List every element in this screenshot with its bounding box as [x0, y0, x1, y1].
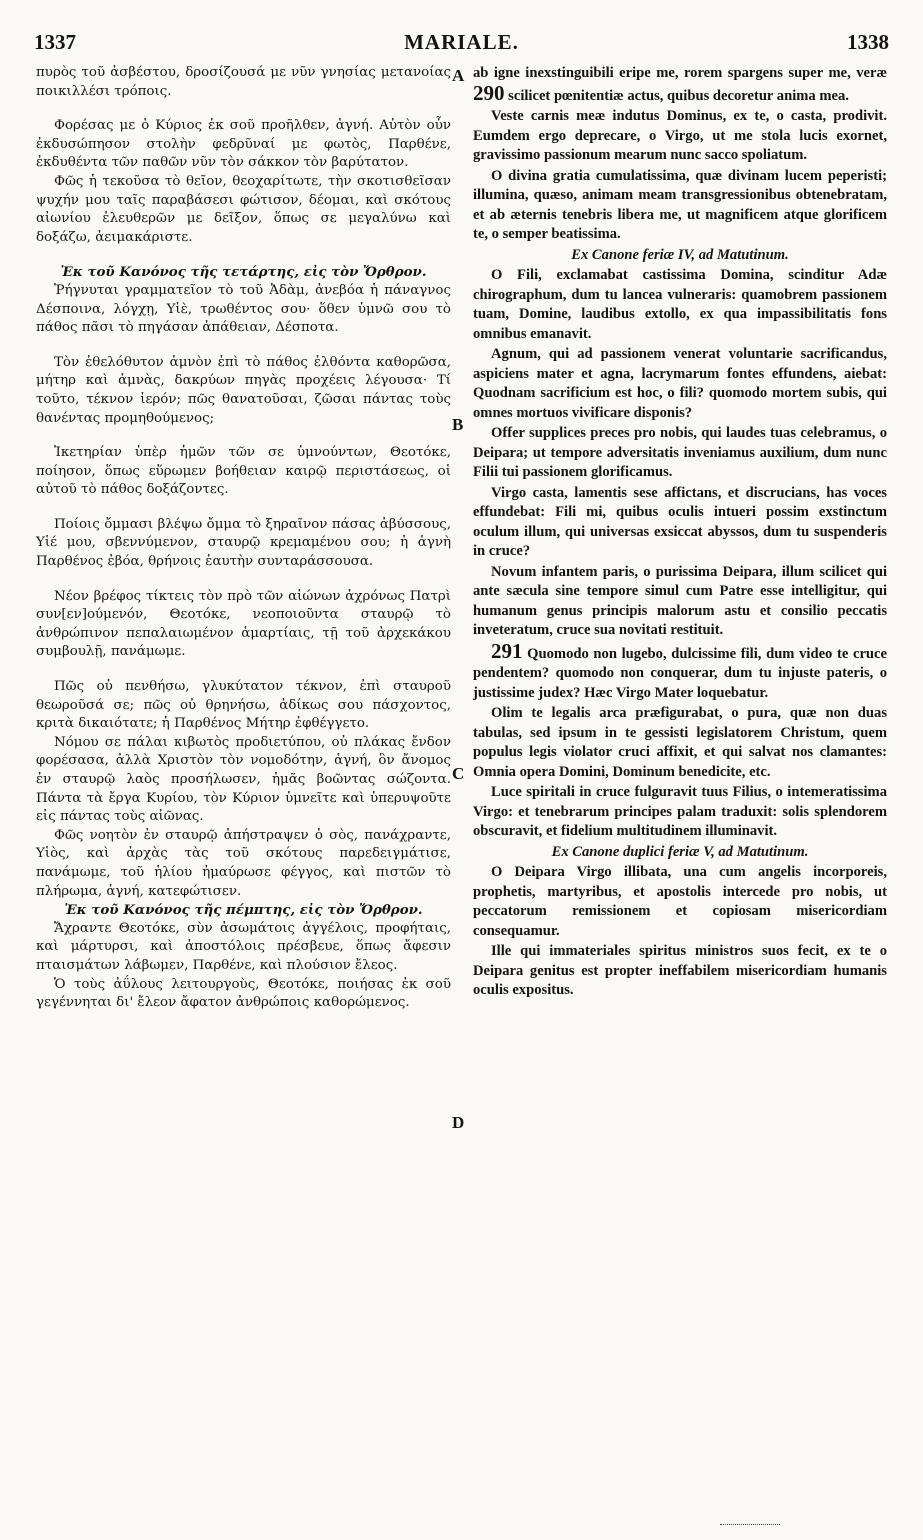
- greek-column: [36, 64, 451, 1013]
- greek-paragraph: πυρὸς τοῦ ἀσβέστου, δροσίζουσά με νῦν γνησίας μετανοίας ποικιλλέσι τρόποις.: [36, 65, 451, 99]
- latin-paragraph: Luce spiritali in cruce fulguravit tuus Filius, o intemeratissima Virgo: et tenebrarum principes palam traduxit: solis splendorem obscuravit, et fidelium multitudinem illuminavit.: [473, 784, 887, 839]
- latin-paragraph: Virgo casta, lamentis sese affictans, et discrucians, has voces effundebat: Fili mi, quibus oculis intueri possim exstinctum oculum illum, qui universas exsiccat abyssos, dum tu suspenderis in cruce?: [473, 484, 887, 559]
- latin-column: [473, 64, 887, 1002]
- latin-paragraph: O Fili, exclamabat castissima Domina, scinditur Adæ chirographum, dum tu lancea vulneraris: quamobrem passionem tuam, Domine, laudibus extollo, ex qua impassibilitatis fons omnibus emanavit.: [473, 267, 887, 342]
- latin-paragraph: Agnum, qui ad passionem venerat voluntarie sacrificandus, aspiciens mater et agna, lacrymarum fontes effundens, aiebat: Quodnam sacrificium est hoc, o fili? quomodo mortem subis, qui omnes mortuos vivificare disponis?: [473, 346, 887, 421]
- latin-paragraph: [473, 638, 888, 704]
- greek-paragraph: Νέον βρέφος τίκτεις τὸν πρὸ τῶν αἰώνων ἀχρόνως Πατρὶ συν[εν]ούμενόν, Θεοτόκε, νεοποιοῦντα σταυρῷ τὸ ἀνθρώπινον πεπαλαιωμένον ἁμαρτίαις, τῇ τοῦ ἀρχεκάκου συμβουλῇ, πανάμωμε.: [36, 588, 451, 660]
- greek-paragraph: Τὸν ἐθελόθυτον ἀμνὸν ἐπὶ τὸ πάθος ἐλθόντα καθορῶσα, μήτηρ καὶ ἀμνὰς, δακρύων πηγὰς προχέεις λέγουσα· Τί τοῦτο, τέκνον ἱερόν; πῶς θανατοῦσαι, ζῶσαι πάντας τοὺς θανέντας προμηθούμενος;: [36, 354, 451, 426]
- latin-text: Quomodo non lugebo, dulcissime fili, dum video te cruce pendentem? quomodo non conquerar, dum tu injuste pateris, o justissime judex? Hæc Virgo Mater loquebatur.: [473, 645, 888, 701]
- page-header: [34, 30, 889, 60]
- greek-paragraph: Ἱκετηρίαν ὑπὲρ ἡμῶν τῶν σε ὑμνούντων, Θεοτόκε, ποίησον, ὅπως εὕρωμεν βοήθειαν καιρῷ περιστάσεως, οἱ αὐτοῦ τὸ πάθος δοξάζοντες.: [36, 445, 451, 498]
- margin-letter-c: C: [452, 764, 465, 783]
- latin-paragraph: Veste carnis meæ indutus Dominus, ex te, o casta, prodivit. Eumdem ergo deprecare, o Virgo, ut me stola lucis exornet, gravissimo passionum mearum nunc sacco spoliatum.: [473, 108, 887, 163]
- margin-letter-b: B: [452, 415, 464, 434]
- greek-paragraph: Ῥήγνυται γραμματεῖον τὸ τοῦ Ἀδὰμ, ἀνεβόα ἡ πάναγνος Δέσποινα, λόγχῃ, Υἱὲ, τρωθέντος σου· ὅθεν ὑμνῶ σου τὸ πάθος πᾶσι τὸ πηγάσαν ἀπάθειαν, Δέσποτα.: [36, 282, 451, 336]
- section-number-290: 290: [473, 80, 505, 105]
- running-title: MARIALE.: [404, 30, 519, 54]
- greek-paragraph: Νόμου σε πάλαι κιβωτὸς προδιετύπου, οὐ πλάκας ἔνδον φορέσασα, ἀλλὰ Χριστὸν τὸν νομοδότην, ἁγνή, ὃν ἄνομος ἐν σταυρῷ λαὸς προσήλωσεν, ἡμᾶς βοῶντας σώζοντα. Πάντα τὰ ἔργα Κυρίου, τὸν Κύριον ὑμνεῖτε καὶ ὑπερυψοῦτε εἰς πάντας τοὺς αἰῶνας.: [36, 734, 451, 825]
- latin-paragraph: O Deipara Virgo illibata, una cum angelis incorporeis, prophetis, martyribus, et apostolis intercede pro nobis, ut peccatorum remissionem et copiosam misericordiam consequamur.: [473, 864, 887, 939]
- latin-paragraph: Novum infantem paris, o purissima Deipara, illum scilicet qui ante sæcula sine tempore simul cum Patre esse intelligitur, qui humanum genus principis malorum astu et consilio peccatis inveteratum, cruce sua novitati restituit.: [473, 563, 887, 638]
- footer-ornament: [720, 1524, 780, 1525]
- greek-paragraph: Φορέσας με ὁ Κύριος ἐκ σοῦ προῆλθεν, ἁγνή. Αὐτὸν οὖν ἐκδυσώπησον στολὴν φεδρῦναί με φωτὸς, Παρθένε, ἐκδυθέντα τῶν παθῶν νῦν τὸν σάκκον τὸν βαρύτατον.: [36, 118, 451, 171]
- greek-paragraph: Ἄχραντε Θεοτόκε, σὺν ἀσωμάτοις ἀγγέλοις, προφήταις, καὶ μάρτυρσι, καὶ ἀποστόλοις πρέσβευε, ὅπως ἄφεσιν πταισμάτων λάβωμεν, Παρθένε, καὶ πλούσιον ἔλεος.: [36, 920, 451, 973]
- greek-paragraph: Φῶς νοητὸν ἐν σταυρῷ ἀπήστραψεν ὁ σὸς, πανάχραντε, Υἱὸς, καὶ ἀρχὰς τὰς τοῦ σκότους παρεδειγμάτισε, πανάμωμε, τοῦ ἡλίου ἠμαύρωσε φέγγος, καὶ πιστῶν τὸ πλήρωμα, ἁγνή, κατεφώτισεν.: [36, 827, 451, 899]
- latin-paragraph: O divina gratia cumulatissima, quæ divinam lucem peperisti; illumina, quæso, animam meam transgressionibus obtenebratam, et ab æternis tenebris libera me, ut magnificem atque glorificem te, o semper beatissima.: [473, 167, 887, 242]
- latin-paragraph: Ille qui immateriales spiritus ministros suos fecit, ex te o Deipara genitus est propter ineffabilem misericordiam humanis oculis expositus.: [473, 943, 887, 998]
- page-number-right: 1338: [847, 30, 889, 54]
- margin-letter-a: A: [452, 66, 465, 85]
- greek-paragraph: Πῶς οὐ πενθήσω, γλυκύτατον τέκνον, ἐπὶ σταυροῦ θεωροῦσά σε; πῶς οὐ θρηνήσω, ἀδίκως σου πάσχοντος, κριτὰ δικαιότατε; ἡ Παρθένος Μήτηρ ἐφθέγγετο.: [36, 679, 451, 732]
- page-number-left: 1337: [34, 30, 76, 54]
- margin-letter-d: D: [452, 1113, 465, 1132]
- latin-text: scilicet pœnitentiæ actus, quibus decoretur anima mea.: [508, 87, 849, 104]
- latin-paragraph: Olim te legalis arca præfigurabat, o pura, quæ non duas tabulas, sed ipsum in te gessisti legislatorem Christum, quem populus legis violator cruci affixit, et qui salvat nos clamantes: Omnia opera Domini, Dominum benedicite, etc.: [473, 705, 887, 780]
- latin-text: ab igne inexstinguibili eripe me, rorem spargens super me, veræ: [473, 65, 887, 81]
- latin-rubric: Ex Canone feriæ IV, ad Matutinum.: [571, 246, 789, 263]
- greek-rubric: Ἐκ τοῦ Κανόνος τῆς πέμπτης, εἰς τὸν Ὄρθρον.: [64, 902, 423, 919]
- latin-rubric: Ex Canone duplici feriæ V, ad Matutinum.: [551, 843, 809, 860]
- greek-paragraph: Ὁ τοὺς ἀΰλους λειτουργοὺς, Θεοτόκε, ποιήσας ἐκ σοῦ γεγέννηται δι' ἔλεον ἄφατον ἀνθρώποις καθορώμενος.: [36, 976, 451, 1011]
- section-number-291: 291: [491, 638, 523, 663]
- latin-paragraph: Offer supplices preces pro nobis, qui laudes tuas celebramus, o Deipara; ut tempore adversitatis inveniamus auxilium, dum nunc Filii tui passionem glorificamus.: [473, 425, 887, 480]
- greek-paragraph: Φῶς ἡ τεκοῦσα τὸ θεῖον, θεοχαρίτωτε, τὴν σκοτισθεῖσαν ψυχήν μου ταῖς παραβάσεσι φώτισον, δέομαι, καὶ σκότους αἰωνίου ἐλευθερῶν με δεῖξον, ὅπως σε μεγαλύνω καὶ δοξάζω, ἀειμακάριστε.: [36, 173, 451, 245]
- greek-rubric: Ἐκ τοῦ Κανόνος τῆς τετάρτης, εἰς τὸν Ὄρθρον.: [60, 264, 427, 281]
- greek-paragraph: Ποίοις ὄμμασι βλέψω ὄμμα τὸ ξηραῖνον πάσας ἀβύσσους, Υἱέ μου, σβεννύμενον, σταυρῷ κρεμαμένου σου; ἡ ἁγνὴ Παρθένος ἐβόα, θρήνοις ἑαυτὴν συνταράσσουσα.: [36, 516, 451, 570]
- latin-paragraph: [473, 64, 887, 106]
